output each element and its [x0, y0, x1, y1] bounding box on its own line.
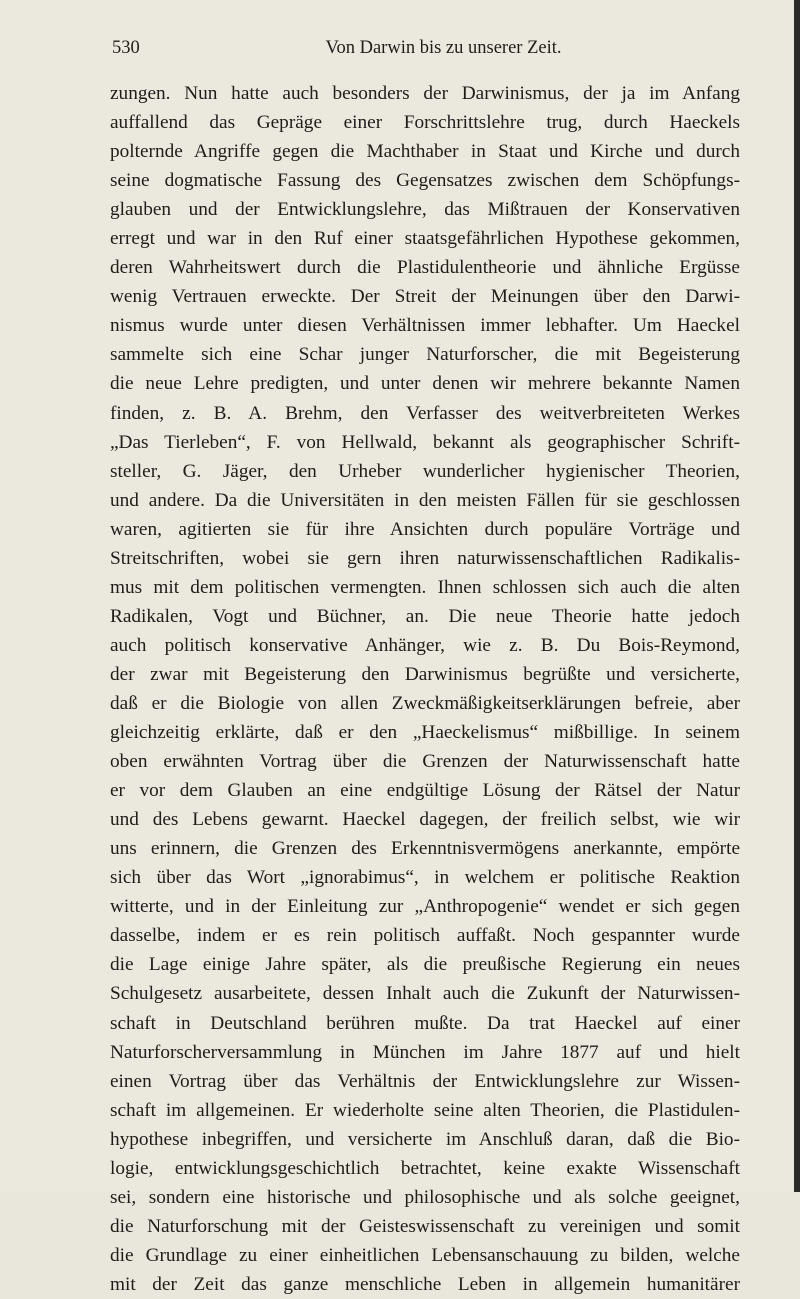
text-line: auch politisch konservative Anhänger, wie z. B. Du Bois-Reymond, — [110, 634, 740, 656]
text-line: mit der Zeit das ganze menschliche Leben in allgemein humanitärer — [110, 1273, 740, 1295]
text-line: „Das Tierleben“, F. von Hellwald, bekannt als geographischer Schrift- — [110, 431, 740, 453]
running-title: Von Darwin bis zu unserer Zeit. — [325, 38, 562, 58]
text-line: erregt und war in den Ruf einer staatsgefährlichen Hypothese gekommen, — [110, 228, 740, 250]
text-line: er vor dem Glauben an eine endgültige Lösung der Rätsel der Natur — [110, 780, 740, 802]
text-line: hypothese inbegriffen, und versicherte im Anschluß daran, daß die Bio- — [110, 1128, 740, 1150]
text-line: finden, z. B. A. Brehm, den Verfasser des weitverbreiteten Werkes — [110, 402, 740, 424]
text-line: seine dogmatische Fassung des Gegensatzes zwischen dem Schöpfungs- — [110, 170, 740, 192]
text-line: glauben und der Entwicklungslehre, das Mißtrauen der Konservativen — [110, 199, 740, 221]
text-line: waren, agitierten sie für ihre Ansichten durch populäre Vorträge und — [110, 518, 740, 540]
text-line: witterte, und in der Einleitung zur „Anthropogenie“ wendet er sich gegen — [110, 896, 740, 918]
text-line: die Naturforschung mit der Geisteswissenschaft zu vereinigen und somit — [110, 1215, 740, 1237]
text-line: zungen. Nun hatte auch besonders der Darwinismus, der ja im Anfang — [110, 83, 740, 104]
text-line: gleichzeitig erklärte, daß er den „Haeckelismus“ mißbillige. In seinem — [110, 722, 740, 744]
text-line: dasselbe, indem er es rein politisch auffaßt. Noch gespannter wurde — [110, 925, 740, 947]
page-header — [112, 38, 737, 64]
text-line: die Grundlage zu einer einheitlichen Lebensanschauung zu bilden, welche — [110, 1244, 740, 1266]
text-line: steller, G. Jäger, den Urheber wunderlicher hygienischer Theorien, — [110, 460, 740, 482]
body-text — [110, 79, 740, 1299]
text-line: Radikalen, Vogt und Büchner, an. Die neue Theorie hatte jedoch — [110, 605, 740, 627]
text-line: uns erinnern, die Grenzen des Erkenntnisvermögens anerkannte, empörte — [110, 838, 740, 860]
text-line: schaft in Deutschland berühren mußte. Da trat Haeckel auf einer — [110, 1012, 740, 1034]
text-line: mus mit dem politischen vermengten. Ihnen schlossen sich auch die alten — [110, 576, 740, 598]
text-line: wenig Vertrauen erweckte. Der Streit der Meinungen über den Darwi- — [110, 286, 740, 308]
text-line: logie, entwicklungsgeschichtlich betrachtet, keine exakte Wissenschaft — [110, 1157, 740, 1179]
page-edge — [794, 0, 800, 1192]
text-line: die Lage einige Jahre später, als die preußische Regierung ein neues — [110, 954, 740, 976]
text-line: polternde Angriffe gegen die Machthaber in Staat und Kirche und durch — [110, 141, 740, 163]
text-line: Naturforscherversammlung in München im Jahre 1877 auf und hielt — [110, 1041, 740, 1063]
text-line: nismus wurde unter diesen Verhältnissen immer lebhafter. Um Haeckel — [110, 315, 740, 337]
text-line: und des Lebens gewarnt. Haeckel dagegen, der freilich selbst, wie wir — [110, 809, 740, 831]
text-line: daß er die Biologie von allen Zweckmäßigkeitserklärungen befreie, aber — [110, 692, 740, 714]
text-line: deren Wahrheitswert durch die Plastidulentheorie und ähnliche Ergüsse — [110, 257, 740, 279]
text-line: der zwar mit Begeisterung den Darwinismus begrüßte und versicherte, — [110, 663, 740, 685]
text-line: Schulgesetz ausarbeitete, dessen Inhalt auch die Zukunft der Naturwissen- — [110, 983, 740, 1005]
text-line: sei, sondern eine historische und philosophische und als solche geeignet, — [110, 1186, 740, 1208]
text-line: einen Vortrag über das Verhältnis der Entwicklungslehre zur Wissen- — [110, 1070, 740, 1092]
text-line: Streitschriften, wobei sie gern ihren naturwissenschaftlichen Radikalis- — [110, 547, 740, 569]
text-line: auffallend das Gepräge einer Forschrittslehre trug, durch Haeckels — [110, 112, 740, 134]
text-line: und andere. Da die Universitäten in den meisten Fällen für sie geschlossen — [110, 489, 740, 511]
text-line: sich über das Wort „ignorabimus“, in welchem er politische Reaktion — [110, 867, 740, 889]
text-line: oben erwähnten Vortrag über die Grenzen der Naturwissenschaft hatte — [110, 751, 740, 773]
text-line: die neue Lehre predigten, und unter denen wir mehrere bekannte Namen — [110, 373, 740, 395]
text-line: schaft im allgemeinen. Er wiederholte seine alten Theorien, die Plastidulen- — [110, 1099, 740, 1121]
page-number: 530 — [112, 38, 140, 58]
text-line: sammelte sich eine Schar junger Naturforscher, die mit Begeisterung — [110, 344, 740, 366]
